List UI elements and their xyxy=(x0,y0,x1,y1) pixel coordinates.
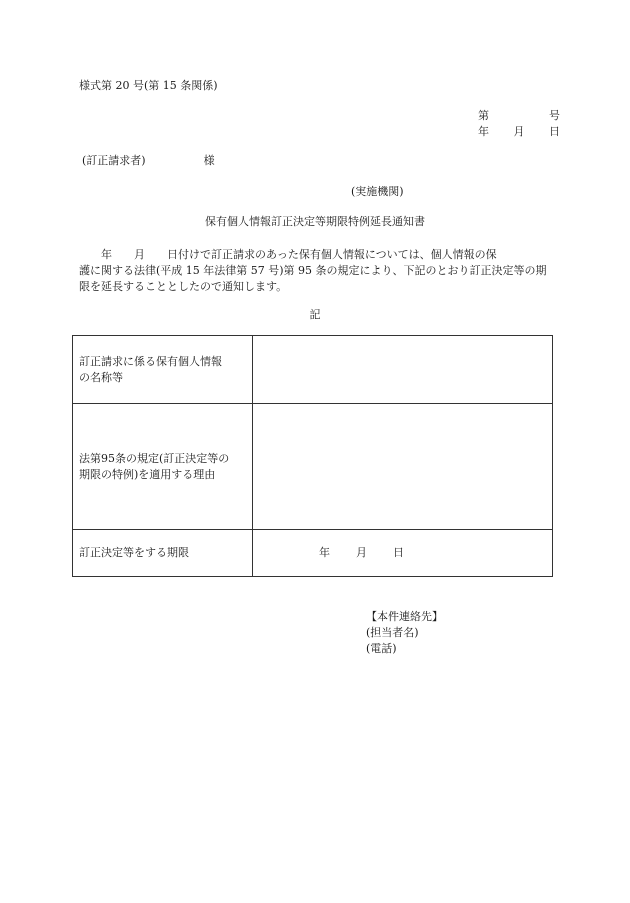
deadline-label: 訂正決定等をする期限 xyxy=(73,530,253,577)
contact-phone: (電話) xyxy=(366,642,397,655)
number-suffix: 号 xyxy=(549,109,560,122)
body-line: 限を延長することとしたので通知します。 xyxy=(79,280,288,293)
deadline-value xyxy=(253,530,553,577)
body-line: 護に関する法律(平成 15 年法律第 57 号)第 95 条の規定により、下記のとおり訂正決定等の期 xyxy=(79,264,547,277)
contact-block xyxy=(366,609,443,657)
body-text xyxy=(79,247,560,295)
info-name-value xyxy=(253,336,553,404)
form-number: 様式第 20 号(第 15 条関係) xyxy=(79,79,218,92)
recipient-label: (訂正請求者) xyxy=(82,154,146,167)
info-name-label: 訂正請求に係る保有個人情報 の名称等 xyxy=(73,336,253,404)
agency-label: (実施機関) xyxy=(351,185,404,198)
details-table xyxy=(72,335,553,577)
date-year: 年 xyxy=(478,125,489,138)
date-day: 日 xyxy=(549,125,560,138)
recipient-honorific: 様 xyxy=(203,154,215,167)
deadline-month: 月 xyxy=(356,546,367,559)
number-prefix: 第 xyxy=(478,109,489,122)
document-title: 保有個人情報訂正決定等期限特例延長通知書 xyxy=(205,215,425,228)
table-row xyxy=(73,336,553,404)
contact-heading: 【本件連絡先】 xyxy=(366,610,443,623)
document-date xyxy=(478,126,560,137)
table-row xyxy=(73,530,553,577)
date-month: 月 xyxy=(513,125,525,138)
contact-person: (担当者名) xyxy=(366,626,419,639)
table-row xyxy=(73,404,553,530)
deadline-year: 年 xyxy=(319,546,330,559)
reason-label: 法第95条の規定(訂正決定等の 期限の特例)を適用する理由 xyxy=(73,404,253,530)
document-number xyxy=(478,110,560,121)
deadline-day: 日 xyxy=(393,546,404,559)
ki-heading: 記 xyxy=(309,308,321,321)
recipient xyxy=(82,155,215,166)
body-line: 年 月 日付けで訂正請求のあった保有個人情報については、個人情報の保 xyxy=(79,248,497,261)
reason-value xyxy=(253,404,553,530)
